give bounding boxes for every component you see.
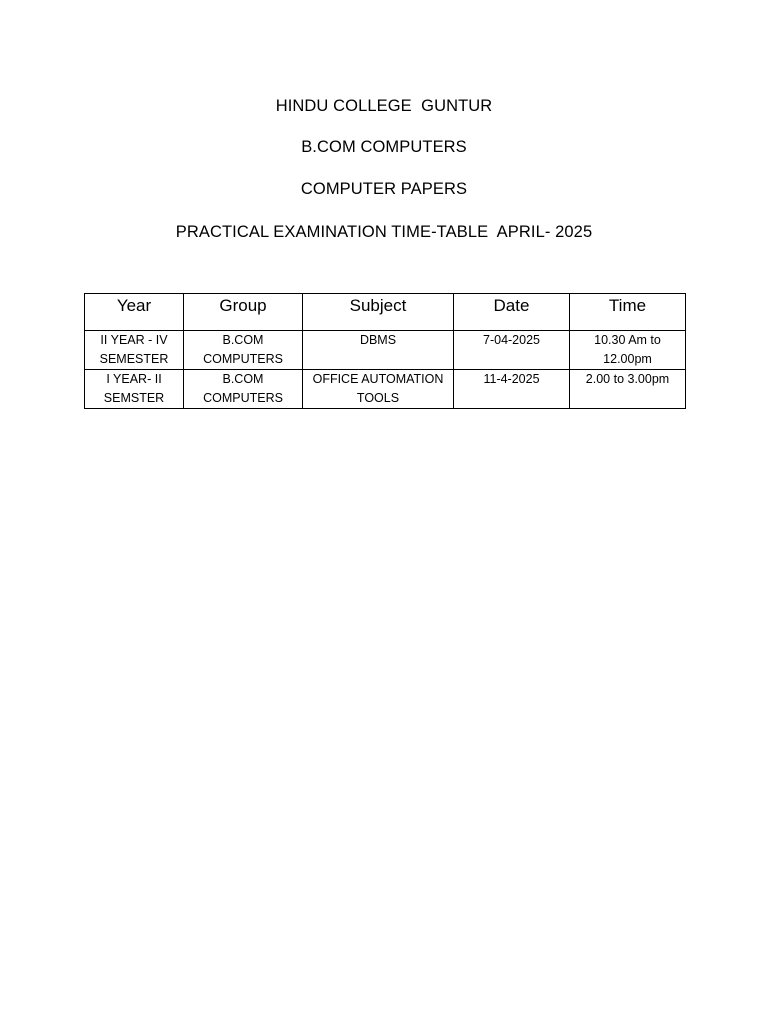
cell-time <box>570 331 686 370</box>
cell-year <box>85 370 184 409</box>
column-header-year: Year <box>85 294 184 331</box>
cell-subject <box>303 331 454 370</box>
timetable-title-heading: PRACTICAL EXAMINATION TIME-TABLE APRIL- 2025 <box>175 223 593 241</box>
column-header-time: Time <box>570 294 686 331</box>
cell-line: SEMESTER <box>99 352 169 366</box>
cell-line: 12.00pm <box>603 352 652 366</box>
cell-line: OFFICE AUTOMATION <box>312 372 444 386</box>
cell-year <box>85 331 184 370</box>
column-header-date: Date <box>454 294 570 331</box>
cell-time <box>570 370 686 409</box>
cell-line: TOOLS <box>356 391 400 405</box>
column-header-group: Group <box>184 294 303 331</box>
cell-line: COMPUTERS <box>203 352 283 366</box>
cell-line: B.COM <box>222 333 264 347</box>
cell-line: DBMS <box>359 333 397 347</box>
cell-line: COMPUTERS <box>203 391 283 405</box>
cell-subject <box>303 370 454 409</box>
cell-line: 10.30 Am to <box>594 333 661 347</box>
exam-timetable <box>84 293 686 409</box>
cell-line: B.COM <box>222 372 264 386</box>
cell-date <box>454 370 570 409</box>
cell-date <box>454 331 570 370</box>
table-header-row <box>85 294 686 331</box>
cell-group <box>184 331 303 370</box>
column-header-subject: Subject <box>303 294 454 331</box>
cell-group <box>184 370 303 409</box>
papers-heading: COMPUTER PAPERS <box>300 180 468 198</box>
cell-line: 7-04-2025 <box>483 333 540 347</box>
cell-line: 11-4-2025 <box>483 372 540 386</box>
cell-line: I YEAR- II <box>106 372 162 386</box>
table-row <box>85 370 686 409</box>
cell-line: 2.00 to 3.00pm <box>585 372 670 386</box>
course-heading: B.COM COMPUTERS <box>301 138 467 156</box>
cell-line: SEMSTER <box>103 391 165 405</box>
college-name-heading: HINDU COLLEGE GUNTUR <box>275 97 493 115</box>
table-row <box>85 331 686 370</box>
cell-line: II YEAR - IV <box>100 333 168 347</box>
